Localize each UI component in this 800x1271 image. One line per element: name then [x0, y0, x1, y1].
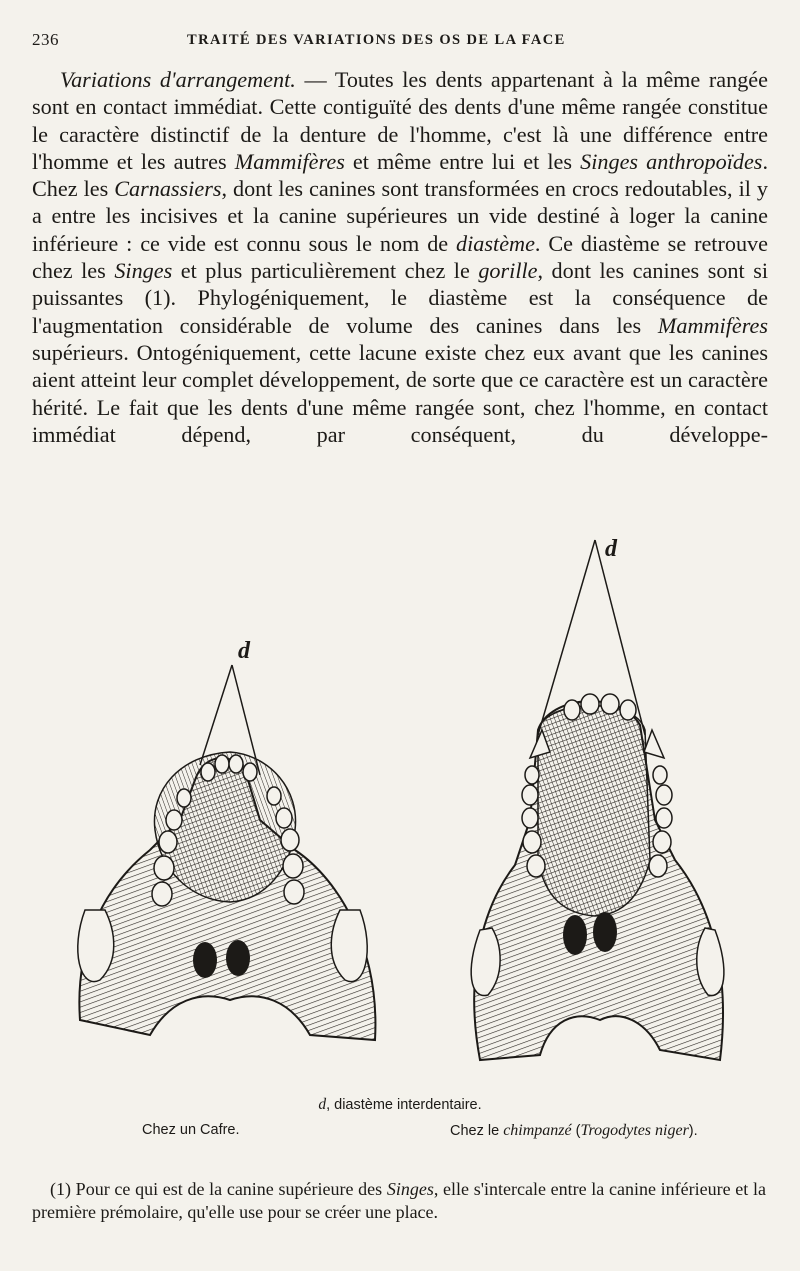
- caption-right: [450, 1122, 698, 1140]
- caption-right-mid: (: [571, 1123, 581, 1139]
- caption-right-suffix: ).: [688, 1123, 698, 1139]
- page-number: 236: [32, 30, 59, 49]
- text-run: supérieurs. Ontogéniquement, cette lacune existe chez eux avant que les canines aient atteint leur complet développement, de sorte que ce caractère est un caractère hérité. Le fait que les dents d'une même rangée sont, chez l'homme, en contact immédiat dépend, par conséquent, du développe-: [32, 339, 768, 447]
- text-run: , dont les canines sont si puissantes (1). Phylogéniquement, le diastème est la conséquence de l'augmentation considérable de volume des canines dans les: [32, 258, 768, 338]
- footnote-italic: Singes: [386, 1179, 434, 1199]
- footnote-rest: , elle s'intercale entre la canine inférieure et la première prémolaire, qu'elle use pour se créer une place.: [32, 1179, 766, 1222]
- text-italic: Carnassiers: [114, 176, 222, 202]
- text-run: . Chez les: [32, 148, 768, 202]
- human-skull-drawing: [78, 665, 376, 1040]
- footnote: [32, 1178, 766, 1224]
- main-paragraph: [32, 66, 768, 448]
- footnote-text: (1) Pour ce qui est de la canine supérieure des: [50, 1179, 387, 1199]
- section-heading-italic: Variations d'arrangement.: [60, 67, 296, 92]
- page-header: [32, 30, 772, 54]
- text-italic: Singes anthropoïdes: [580, 148, 763, 174]
- running-title: TRAITÉ DES VARIATIONS DES OS DE LA FACE: [187, 32, 566, 48]
- legend-text: , diastème interdentaire.: [326, 1097, 482, 1113]
- caption-right-prefix: Chez le: [450, 1123, 504, 1139]
- caption-right-latin: Trogodytes niger: [580, 1122, 689, 1139]
- text-italic: Mammifères: [234, 148, 345, 174]
- chimpanzee-skull-drawing: [471, 540, 724, 1060]
- legend-letter: d: [318, 1096, 327, 1113]
- text-italic: Mammifères: [657, 312, 768, 338]
- skull-illustration: [60, 530, 780, 1090]
- diastema-label-left: d: [238, 638, 250, 664]
- text-run: . Ce diastème se retrouve chez les: [32, 230, 768, 284]
- figure-legend: [0, 1096, 800, 1114]
- caption-left: Chez un Cafre.: [142, 1122, 240, 1138]
- text-run: , dont les canines sont transformées en crocs redoutables, il y a entre les incisives et la canine supérieures un vide destiné à loger la canine inférieure : ce vide est connu sous le nom de: [32, 176, 768, 256]
- text-run: — Toutes les dents appartenant à la même rangée sont en contact immédiat. Cette contiguïté des dents d'une même rangée constitue le caractère distinctif de la denture de l'homme, c'est là une différence entre l'homme et les autres: [32, 67, 768, 174]
- text-italic: diastème: [456, 230, 535, 256]
- caption-right-species: chimpanzé: [503, 1122, 572, 1139]
- text-run: et plus particulièrement chez le: [172, 258, 479, 284]
- diastema-label-right: d: [605, 536, 617, 562]
- text-italic: Singes: [114, 258, 173, 284]
- skull-figure: [60, 530, 780, 1090]
- text-italic: gorille: [478, 258, 538, 284]
- text-run: et même entre lui et les: [344, 148, 581, 174]
